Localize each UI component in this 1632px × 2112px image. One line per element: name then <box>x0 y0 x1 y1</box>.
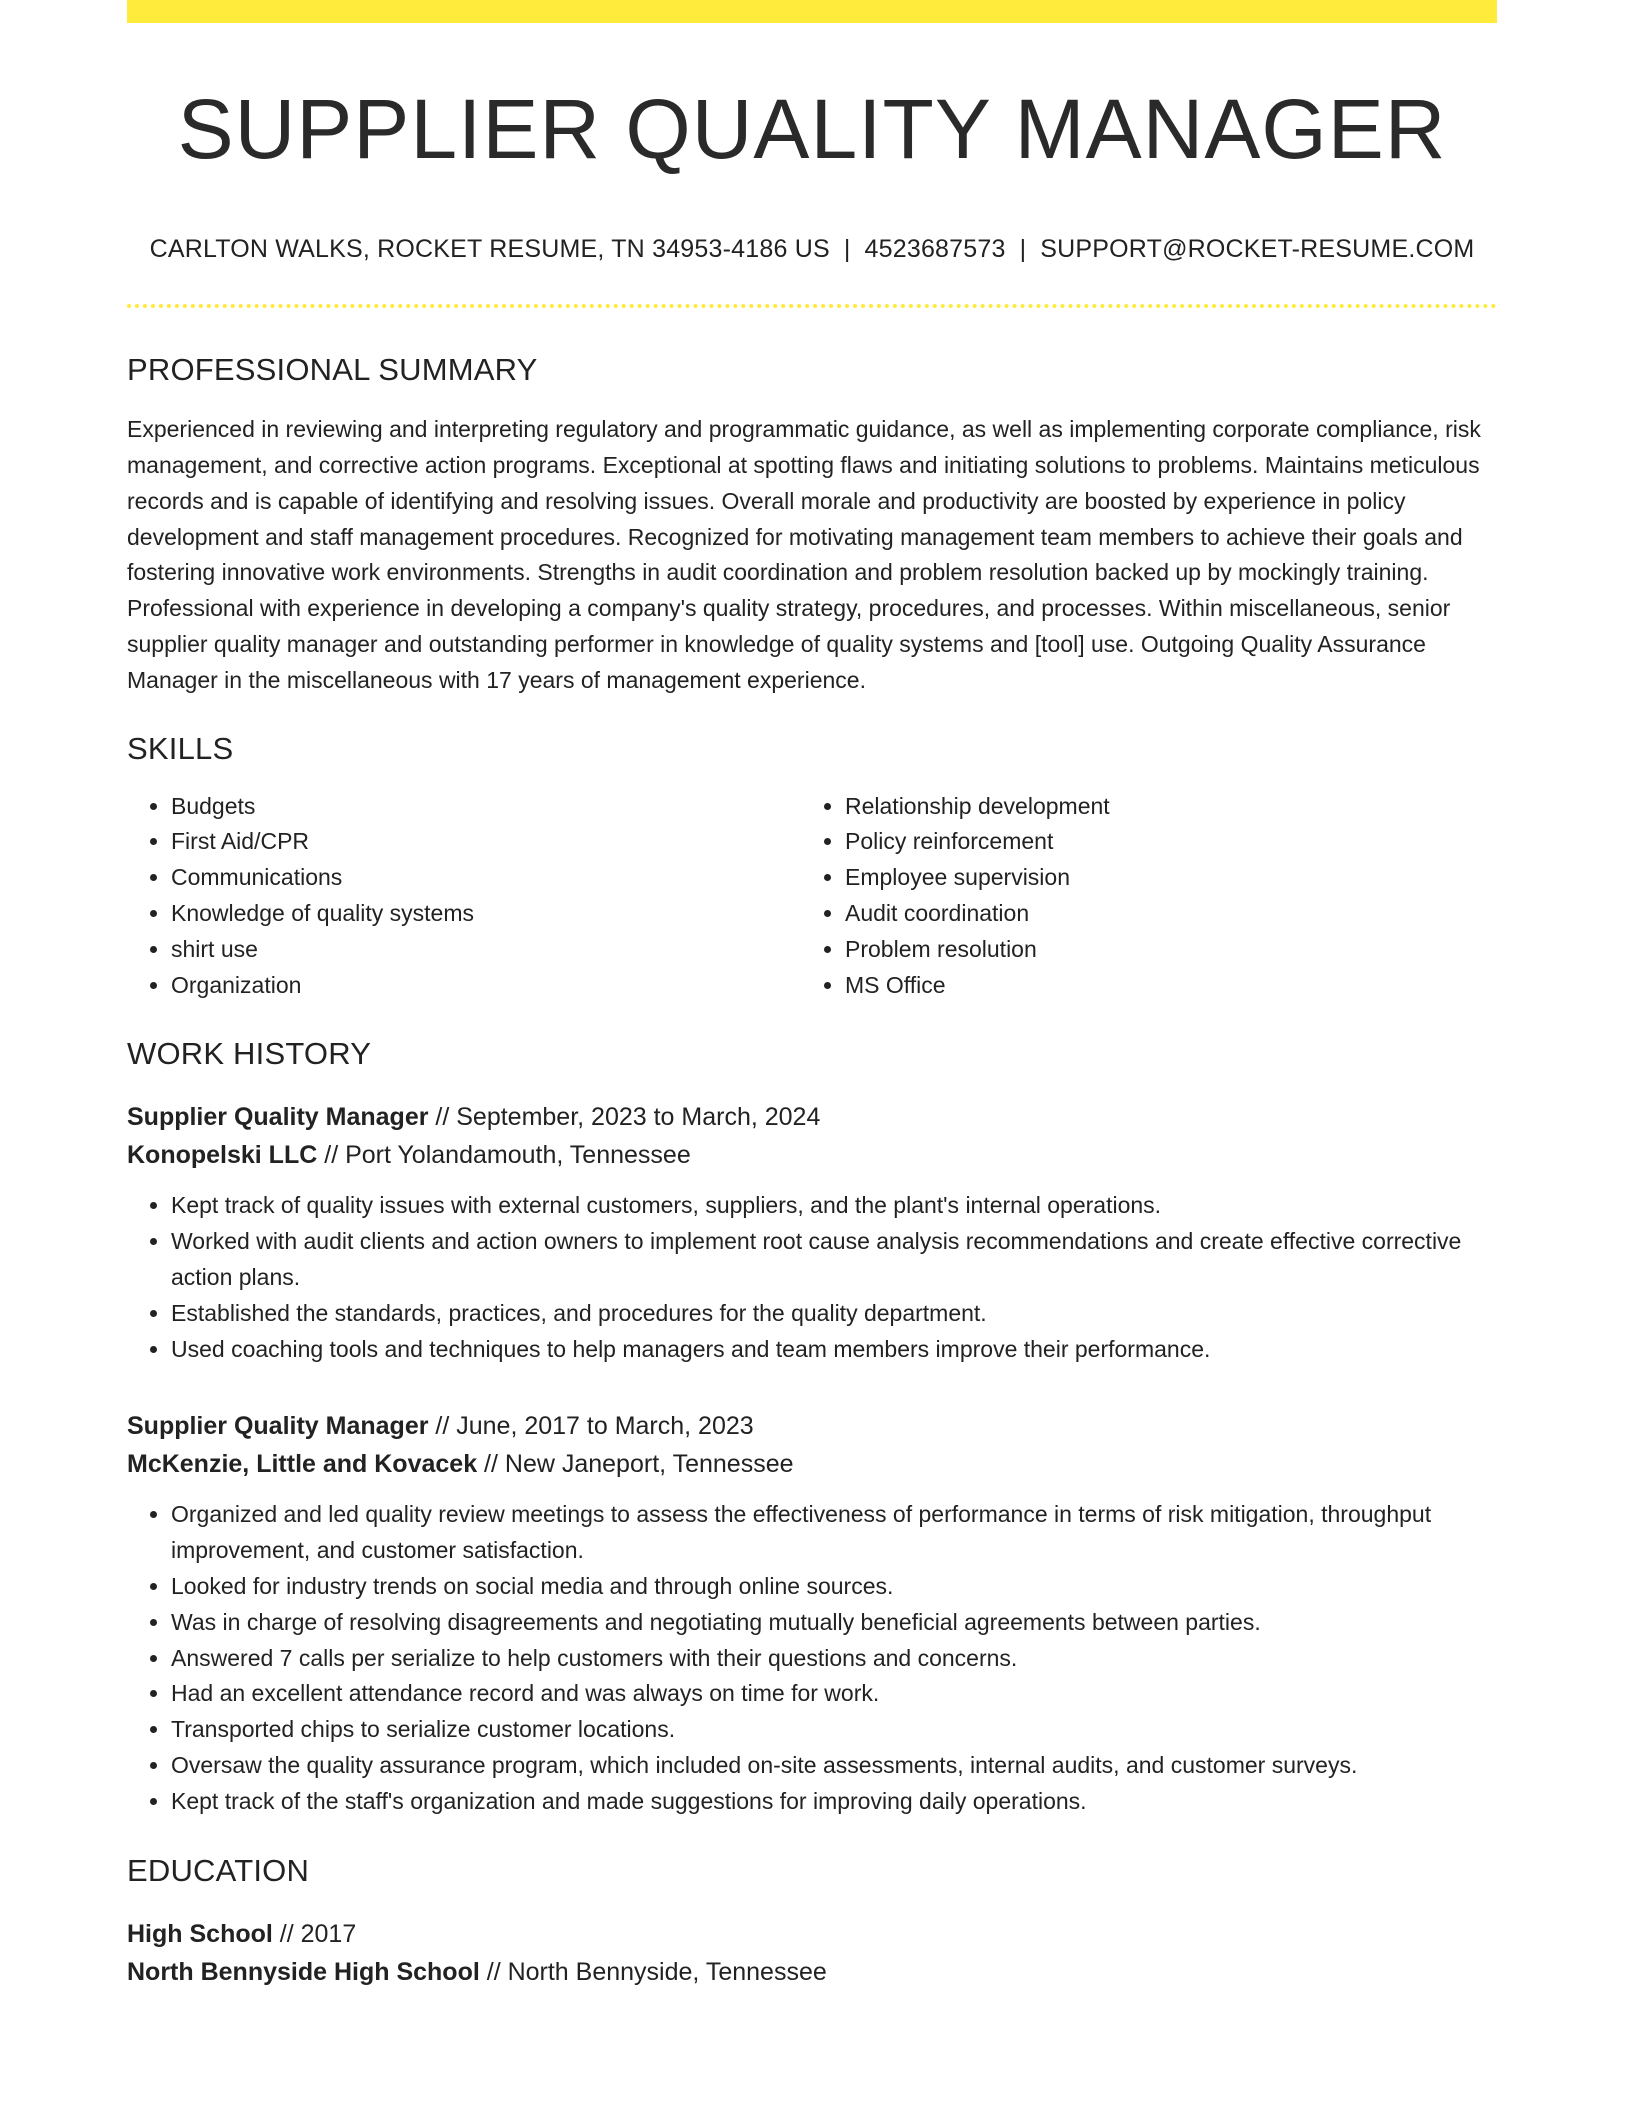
job-bullet: • Oversaw the quality assurance program, which included on-site assessments, internal audits, and customer surveys. <box>171 1748 1497 1784</box>
resume-title: SUPPLIER QUALITY MANAGER <box>177 82 1447 176</box>
skill-item: • Problem resolution <box>845 932 1475 968</box>
job-bullet: • Answered 7 calls per serialize to help customers with their questions and concerns. <box>171 1641 1497 1677</box>
skills-list <box>127 789 1497 1004</box>
job-entry <box>127 1407 1497 1819</box>
skill-item: • Knowledge of quality systems <box>171 896 801 932</box>
skill-item: • Relationship development <box>845 789 1475 825</box>
education-location: // North Bennyside, Tennessee <box>479 1957 827 1986</box>
dotted-divider <box>127 304 1497 308</box>
job-location: // Port Yolandamouth, Tennessee <box>317 1141 691 1170</box>
job-location: // New Janeport, Tennessee <box>477 1450 794 1479</box>
skill-item: • Communications <box>171 860 801 896</box>
job-bullets <box>127 1188 1497 1367</box>
contact-address: CARLTON WALKS, ROCKET RESUME, TN 34953-4186 US <box>149 235 830 264</box>
skill-item: • Budgets <box>171 789 801 825</box>
skill-item: • MS Office <box>845 968 1475 1004</box>
education-school-line <box>127 1953 1497 1991</box>
job-bullet: • Was in charge of resolving disagreements and negotiating mutually beneficial agreements between parties. <box>171 1605 1497 1641</box>
job-bullet: • Looked for industry trends on social media and through online sources. <box>171 1569 1497 1605</box>
job-bullet: • Kept track of the staff's organization and made suggestions for improving daily operations. <box>171 1784 1497 1820</box>
skill-item: • Employee supervision <box>845 860 1475 896</box>
education-school: North Bennyside High School <box>127 1957 480 1986</box>
job-bullet: • Kept track of quality issues with external customers, suppliers, and the plant's internal operations. <box>171 1188 1497 1224</box>
contact-separator: | <box>843 235 851 264</box>
education-year: // 2017 <box>272 1919 357 1948</box>
job-role-line <box>127 1407 1497 1445</box>
contact-email: SUPPORT@ROCKET-RESUME.COM <box>1040 235 1475 264</box>
job-bullet: • Organized and led quality review meetings to assess the effectiveness of performance in terms of risk mitigation, throughput improvement, and customer satisfaction. <box>171 1497 1497 1569</box>
job-entry <box>127 1098 1497 1367</box>
job-company-line <box>127 1445 1497 1483</box>
job-bullet: • Worked with audit clients and action owners to implement root cause analysis recommendations and create effective corrective action plans. <box>171 1224 1497 1296</box>
education-entry <box>127 1915 1497 1991</box>
education-degree: High School <box>127 1919 273 1948</box>
resume-page <box>127 0 1497 1991</box>
job-company: Konopelski LLC <box>127 1141 318 1170</box>
education-heading: EDUCATION <box>127 1852 310 1888</box>
job-dates: // June, 2017 to March, 2023 <box>428 1412 754 1441</box>
skill-item: • Policy reinforcement <box>845 824 1475 860</box>
summary-text: Experienced in reviewing and interpreting regulatory and programmatic guidance, as well as implementing corporate compliance, risk management, and corrective action programs. Exceptional at spotting flaws and initiating solutions to problems. Maintains meticulous records and is capable of identifying and resolving issues. Overall morale and productivity are boosted by experience in policy development and staff management procedures. Recognized for motivating management team members to achieve their goals and fostering innovative work environments. Strengths in audit coordination and problem resolution backed up by mockingly training. Professional with experience in developing a company's quality strategy, procedures, and processes. Within miscellaneous, senior supplier quality manager and outstanding performer in knowledge of quality systems and [tool] use. Outgoing Quality Assurance Manager in the miscellaneous with 17 years of management experience. <box>127 416 1481 693</box>
job-bullets <box>127 1497 1497 1819</box>
job-bullet: • Used coaching tools and techniques to help managers and team members improve their performance. <box>171 1332 1497 1368</box>
skills-heading: SKILLS <box>127 730 234 766</box>
contact-line <box>127 234 1497 264</box>
contact-phone: 4523687573 <box>864 235 1006 264</box>
skill-item: • First Aid/CPR <box>171 824 801 860</box>
job-role: Supplier Quality Manager <box>127 1103 429 1132</box>
job-company-line <box>127 1136 1497 1174</box>
summary-heading: PROFESSIONAL SUMMARY <box>127 352 538 388</box>
contact-separator: | <box>1019 235 1027 264</box>
skill-item: • Organization <box>171 968 801 1004</box>
job-role-line <box>127 1098 1497 1136</box>
job-company: McKenzie, Little and Kovacek <box>127 1450 478 1479</box>
job-bullet: • Transported chips to serialize customer locations. <box>171 1712 1497 1748</box>
top-accent-bar <box>127 0 1497 23</box>
skill-item: • Audit coordination <box>845 896 1475 932</box>
skills-column-right <box>801 789 1475 1004</box>
work-history-heading: WORK HISTORY <box>127 1036 372 1072</box>
job-bullet: • Established the standards, practices, and procedures for the quality department. <box>171 1296 1497 1332</box>
education-degree-line <box>127 1915 1497 1953</box>
skill-item: • shirt use <box>171 932 801 968</box>
skills-column-left <box>127 789 801 1004</box>
job-bullet: • Had an excellent attendance record and was always on time for work. <box>171 1676 1497 1712</box>
job-role: Supplier Quality Manager <box>127 1412 429 1441</box>
job-dates: // September, 2023 to March, 2024 <box>428 1103 821 1132</box>
